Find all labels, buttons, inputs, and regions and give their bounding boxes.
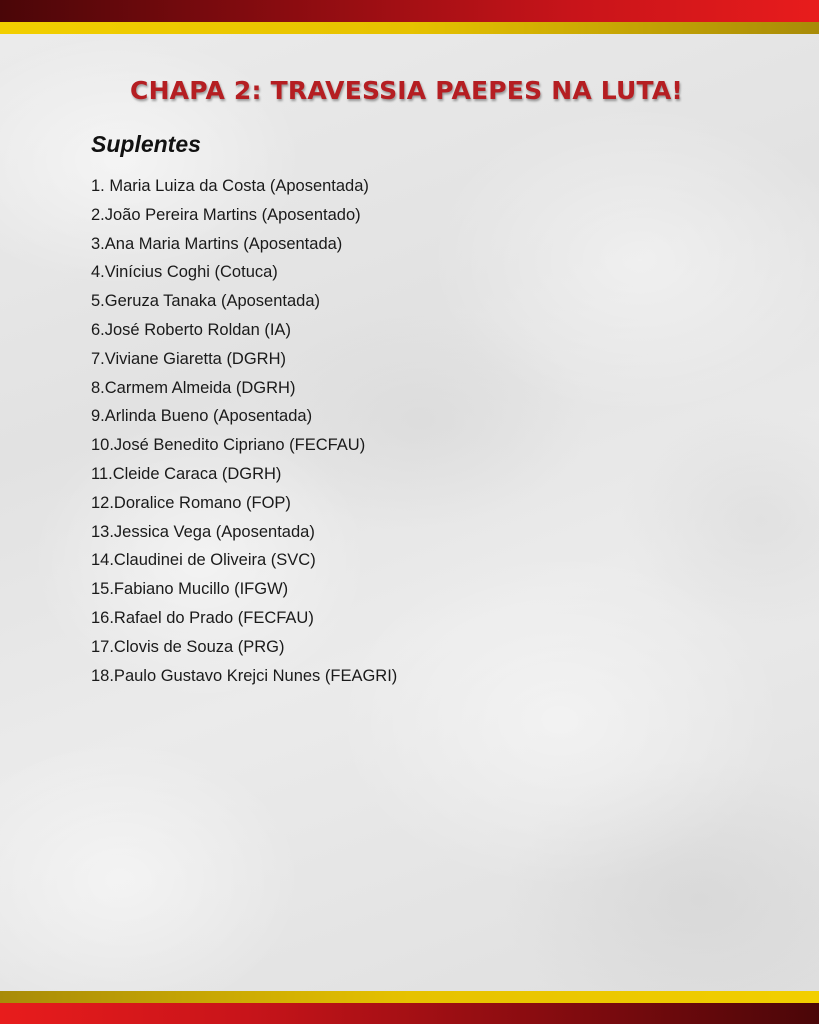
list-item: 1. Maria Luiza da Costa (Aposentada) [91,177,369,195]
list-item: 2.João Pereira Martins (Aposentado) [91,205,361,224]
list-item: 8.Carmem Almeida (DGRH) [91,378,296,397]
list-item: 3.Ana Maria Martins (Aposentada) [91,234,343,253]
list-item: 16.Rafael do Prado (FECFAU) [91,608,314,627]
list-item: 11.Cleide Caraca (DGRH) [91,464,282,483]
list-item: 10.José Benedito Cipriano (FECFAU) [91,436,366,455]
list-item: 14.Claudinei de Oliveira (SVC) [91,551,316,570]
list-item: 17.Clovis de Souza (PRG) [91,637,285,656]
top-gold-stripe [0,22,819,34]
list-item: 9.Arlinda Bueno (Aposentada) [91,407,313,426]
list-item: 4.Vinícius Coghi (Cotuca) [91,263,278,282]
bottom-gold-stripe [0,991,819,1003]
list-item: 18.Paulo Gustavo Krejci Nunes (FEAGRI) [91,666,398,685]
section-heading: Suplentes [91,131,201,157]
list-item: 5.Geruza Tanaka (Aposentada) [91,292,321,311]
list-item: 13.Jessica Vega (Aposentada) [91,522,315,541]
top-red-band [0,0,819,22]
list-item: 6.José Roberto Roldan (IA) [91,320,291,339]
page-title: CHAPA 2: TRAVESSIA PAEPES NA LUTA! [130,76,683,105]
list-item: 12.Doralice Romano (FOP) [91,493,291,512]
suplentes-list [91,172,397,690]
list-item: 7.Viviane Giaretta (DGRH) [91,349,287,368]
bottom-red-band [0,1003,819,1024]
list-item: 15.Fabiano Mucillo (IFGW) [91,580,289,599]
